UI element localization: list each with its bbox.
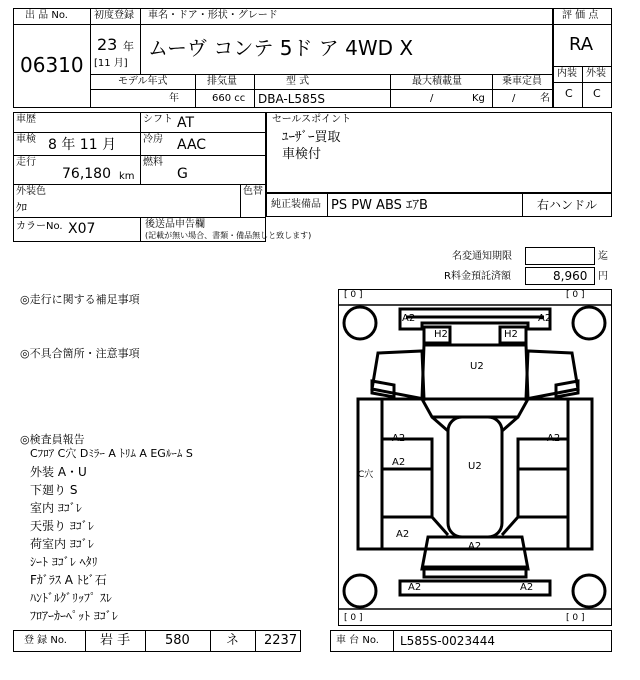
capacity-slash: /	[512, 93, 516, 104]
history-label: 車歴	[16, 114, 36, 125]
reg-place: 岩 手	[100, 633, 131, 648]
inspection-value: 8 年 11 月	[48, 137, 117, 153]
first-reg-label: 初度登録	[94, 10, 134, 21]
inspector-note: 室内 ﾖｺﾞﾚ	[30, 501, 82, 515]
year-unit: 年	[123, 40, 134, 53]
car-name-label: 車名・ドア・形状・グレード	[148, 10, 278, 21]
mileage-value: 76,180	[62, 166, 111, 182]
recycle-amount: 8,960	[553, 269, 588, 283]
notice-box	[525, 247, 595, 265]
exterior-grade: C	[593, 87, 601, 100]
tire-tl: [ 0 ]	[344, 290, 363, 300]
aftermarket-label: 後送品申告欄	[145, 219, 205, 230]
sales-point-1: ﾕｰｻﾞｰ買取	[282, 130, 341, 145]
interior-grade: C	[565, 87, 573, 100]
inspection-label: 車検	[16, 134, 36, 145]
sales-point-label: セールスポイント	[272, 114, 352, 125]
inspector-title: ◎検査員報告	[20, 433, 85, 446]
color-no-value: X07	[68, 221, 96, 237]
tire-br: [ 0 ]	[566, 613, 585, 623]
fuel-label: 燃料	[143, 157, 163, 168]
capacity-unit: 名	[540, 93, 550, 104]
score-label: 評 価 点	[562, 10, 599, 21]
max-load-slash: /	[430, 93, 434, 104]
notice-unit: 迄	[598, 251, 608, 262]
inspector-note: 天張り ﾖｺﾞﾚ	[30, 519, 94, 533]
inspector-note: ﾊﾝﾄﾞﾙｸﾞﾘｯﾌﾟ ｽﾚ	[30, 591, 112, 605]
car-name: ムーヴ コンテ 5ド ア 4WD X	[148, 36, 414, 60]
reg-kana: ネ	[226, 633, 240, 648]
aftermarket-note: (記載が無い場合、書類・備品無しと致します)	[145, 231, 312, 240]
reg-month: [11 月]	[94, 58, 128, 69]
damage-mark: U2	[468, 461, 482, 472]
tire-tr: [ 0 ]	[566, 290, 585, 300]
inspector-note: 外装 A・U	[30, 465, 87, 479]
interior-label: 内装	[557, 68, 577, 79]
damage-mark: H2	[504, 329, 518, 340]
reg-no-label: 登 録 No.	[24, 635, 67, 646]
shift-label: シフト	[143, 114, 173, 125]
damage-mark: A2	[396, 529, 410, 540]
inspector-note: ｼｰﾄ ﾖｺﾞﾚ ﾍﾀﾘ	[30, 555, 98, 569]
model-code: DBA-L585S	[258, 92, 325, 106]
model-year-label: モデル年式	[118, 76, 168, 87]
max-load-label: 最大積載量	[412, 76, 462, 87]
side-label: C穴	[358, 470, 374, 480]
equipment-label: 純正装備品	[271, 199, 321, 210]
repaint-label: 色替	[243, 186, 263, 197]
mileage-label: 走行	[16, 157, 36, 168]
damage-mark: A2	[468, 541, 482, 552]
supplement-title: ◎走行に関する補足事項	[20, 293, 140, 306]
chassis-label: 車 台 No.	[336, 635, 379, 646]
ac-label: 冷房	[143, 134, 163, 145]
exterior-label: 外装	[586, 68, 606, 79]
ac-value: AAC	[177, 137, 207, 153]
chassis-number: L585S-0023444	[400, 634, 495, 648]
lot-number: 06310	[20, 53, 84, 77]
inspector-note: ﾌﾛｱｰｶｰﾍﾟｯﾄ ﾖｺﾞﾚ	[30, 609, 118, 623]
color-no-label: カラーNo.	[16, 221, 63, 232]
damage-mark: A2	[538, 313, 552, 324]
defects-title: ◎不具合箇所・注意事項	[20, 347, 140, 360]
inspector-note: Cﾌﾛｱ C穴 Dﾐﾗｰ A ﾄﾘﾑ A EGﾙｰﾑ S	[30, 447, 193, 460]
damage-mark: A2	[402, 313, 416, 324]
recycle-unit: 円	[598, 271, 608, 282]
type-label: 型 式	[286, 76, 310, 87]
damage-mark: A2	[392, 457, 406, 468]
notice-label: 名変通知期限	[452, 251, 512, 262]
exterior-color-value: ｸﾛ	[16, 201, 27, 214]
shift-value: AT	[177, 115, 195, 131]
damage-mark: H2	[434, 329, 448, 340]
damage-mark: U2	[470, 361, 484, 372]
sales-point-2: 車検付	[282, 147, 322, 162]
inspector-note: 荷室内 ﾖｺﾞﾚ	[30, 537, 94, 551]
exterior-color-label: 外装色	[16, 186, 46, 197]
equipment-value: PS PW ABS ｴｱB	[331, 198, 428, 213]
reg-number: 2237	[264, 633, 298, 648]
displacement-value: 660 cc	[212, 93, 246, 104]
damage-mark: A2	[392, 433, 406, 444]
reg-class: 580	[165, 633, 190, 648]
car-diagram-drawing	[338, 289, 612, 626]
mileage-unit: km	[119, 171, 135, 182]
model-year-unit: 年	[169, 93, 179, 104]
capacity-label: 乗車定員	[502, 76, 542, 87]
steering-value: 右ハンドル	[537, 198, 598, 212]
damage-mark: A2	[520, 582, 534, 593]
recycle-label: R料金預託済額	[444, 271, 511, 282]
fuel-value: G	[177, 166, 188, 182]
reg-year: 23	[97, 35, 118, 54]
damage-mark: A2	[547, 433, 561, 444]
tire-bl: [ 0 ]	[344, 613, 363, 623]
damage-mark: A2	[408, 582, 422, 593]
inspector-note: Fｶﾞﾗｽ A ﾄﾋﾞ石	[30, 573, 107, 587]
lot-label: 出 品 No.	[25, 10, 68, 21]
displacement-label: 排気量	[207, 76, 237, 87]
max-load-unit: Kg	[472, 93, 485, 104]
score-value: RA	[569, 34, 594, 55]
inspector-note: 下廻り S	[30, 483, 78, 497]
